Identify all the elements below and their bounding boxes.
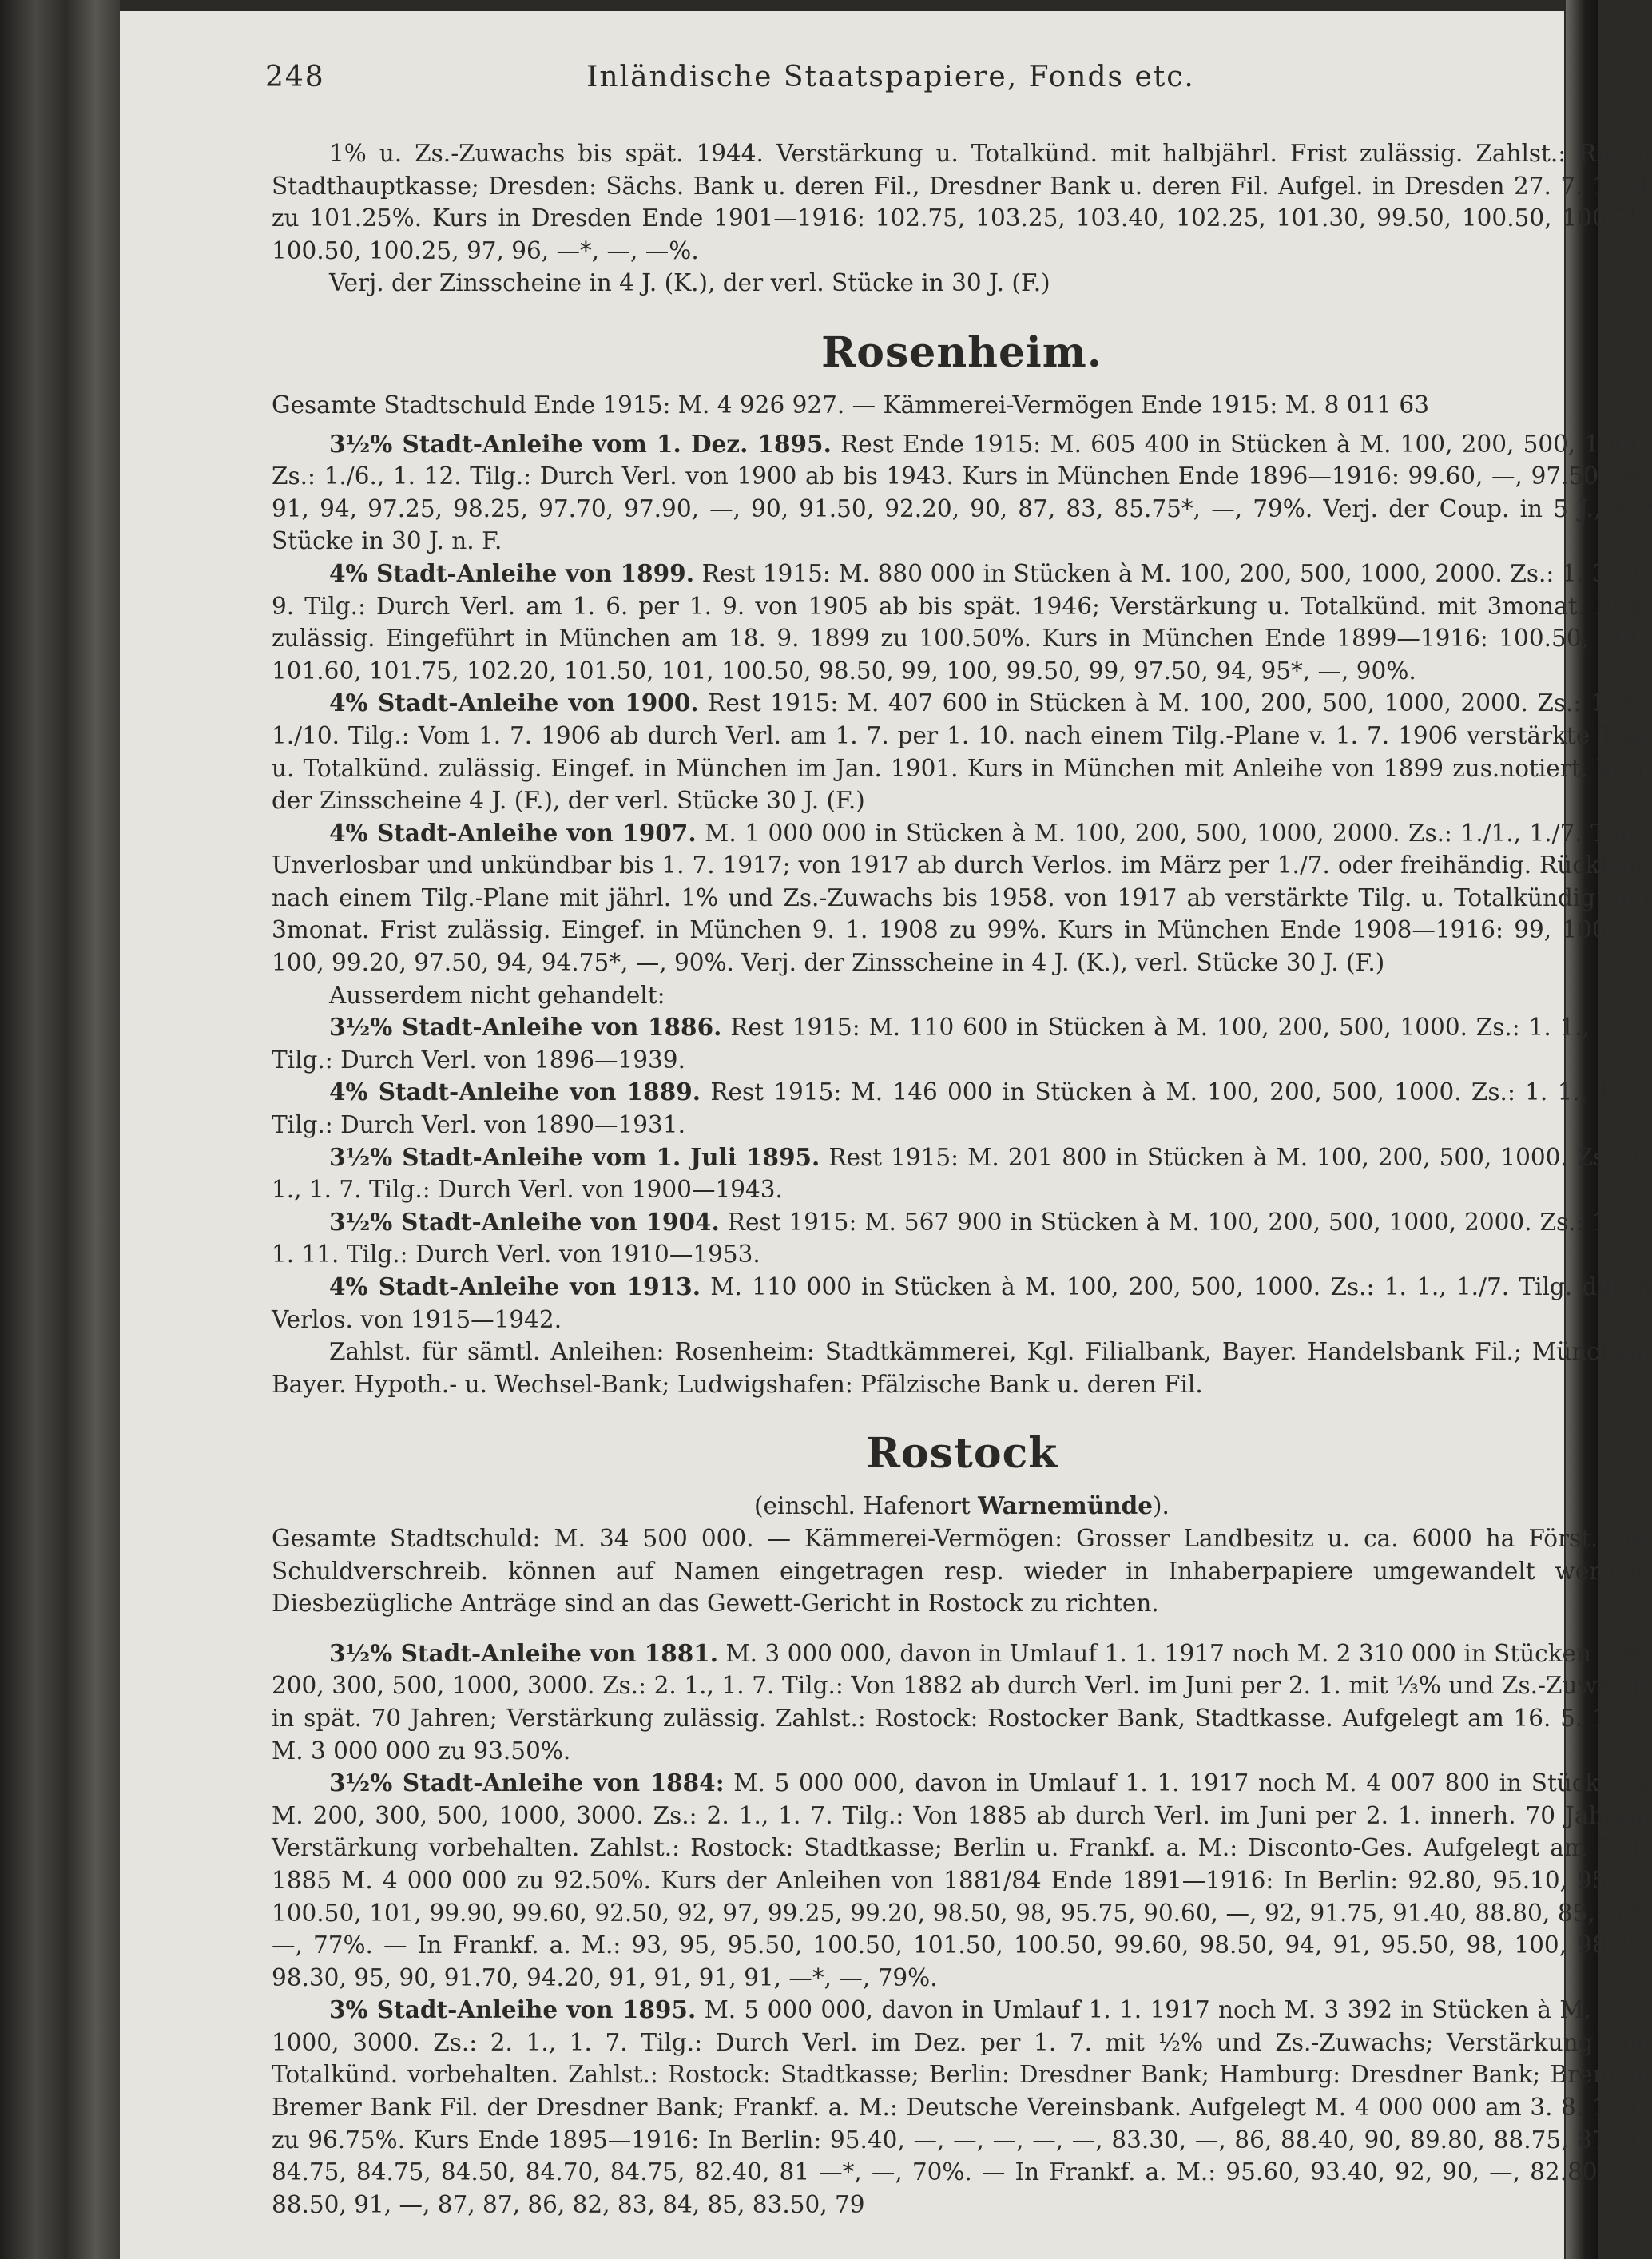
- loan-title: 4% Stadt-Anleihe von 1913.: [329, 1272, 701, 1300]
- loan-title: 4% Stadt-Anleihe von 1899.: [329, 558, 694, 587]
- loan-title: 4% Stadt-Anleihe von 1900.: [329, 689, 699, 717]
- section-title-rostock: Rostock: [865, 1429, 1058, 1479]
- loan-text: Rest 1915: M. 880 000 in Stücken à M. 100, 200, 500, 1000, 2000. Zs.: 1. 3., 1. 9. Tilg.: Durch Verl. am 1. 6. per 1. 9. von 1905 ab bis spät. 1946; Verstärkung u. Totalkünd. mit 3monat. Frist zulässig. Eingeführt in München am 18. 9. 1899 zu 100.50%. Kurs in München Ende 1899—1916: 100.50, 100, 101.60, 101.75, 102.20, 101.50, 101, 100.50, 98.50, 99, 100, 99.50, 99, 97.50, 94, 95*, —, 90%.: [272, 559, 1652, 685]
- loan-text: M. 5 000 000, davon in Umlauf 1. 1. 1917 noch M. 4 007 800 in Stücken à M. 200, 300, 500, 1000, 3000. Zs.: 2. 1., 1. 7. Tilg.: Von 1885 ab durch Verl. im Juni per 2. 1. innerh. 70 Jahren; Verstärkung vorbehalten. Zahlst.: Rostock: Stadtkasse; Berlin u. Frankf. a. M.: Disconto-Ges. Aufgelegt am 7. 1. 1885 M. 4 000 000 zu 92.50%. Kurs der Anleihen von 1881/84 Ende 1891—1916: In Berlin: 92.80, 95.10, 95.80, 100.50, 101, 99.90, 99.60, 92.50, 92, 97, 99.25, 99.20, 98.50, 98, 95.75, 90.60, —, 92, 91.75, 91.40, 88.80, 85, 86*, —, 77%. — In Frankf. a. M.: 93, 95, 95.50, 100.50, 101.50, 100.50, 99.60, 98.50, 94, 91, 95.50, 98, 100, 98.20, 98.30, 95, 90, 91.70, 94.20, 91, 91, 91, 91, —*, —, 79%.: [272, 1769, 1652, 1991]
- loan-entry: [272, 1638, 1652, 1767]
- minor-loan-entry: [272, 1271, 1652, 1336]
- loan-text: M. 5 000 000, davon in Umlauf 1. 1. 1917 noch M. 3 392 in Stücken à M. 500, 1000, 3000. Zs.: 2. 1., 1. 7. Tilg.: Durch Verl. im Dez. per 1. 7. mit ½% und Zs.-Zuwachs; Verstärkung und Totalkünd. vorbehalten. Zahlst.: Rostock: Stadtkasse; Berlin: Dresdner Bank; Hamburg: Dresdner Bank; Bremen: Bremer Bank Fil. der Dresdner Bank; Frankf. a. M.: Deutsche Vereinsbank. Aufgelegt M. 4 000 000 am 3. 8. 1895 zu 96.75%. Kurs Ende 1895—1916: In Berlin: 95.40, —, —, —, —, —, 83.30, —, 86, 88.40, 90, 89.80, 88.75, 87.30, 84.75, 84.75, 84.50, 84.70, 84.75, 82.40, 81 —*, —, 70%. — In Frankf. a. M.: 95.60, 93.40, 92, 90, —, 82.80, 87, 88.50, 91, —, 87, 87, 86, 82, 83, 84, 85, 83.50, 79: [272, 1996, 1652, 2218]
- rostock-summary: Gesamte Stadtschuld: M. 34 500 000. — Kämmerei-Vermögen: Grosser Landbesitz u. ca. 6000 ha Först. Die Schuldverschreib. können auf Namen eingetragen resp. wieder in Inhaberpapiere umgewandelt werden. Diesbezügliche Anträge sind an das Gewett-Gericht in Rostock zu richten.: [272, 1524, 1652, 1618]
- page-body: [272, 137, 1652, 2221]
- loan-title: 3½% Stadt-Anleihe von 1881.: [329, 1638, 719, 1667]
- loan-title: 4% Stadt-Anleihe von 1889.: [329, 1078, 701, 1106]
- loan-text: Rest 1915: M. 567 900 in Stücken à M. 100, 200, 500, 1000, 2000. Zs.: 1. 5., 1. 11. Tilg.: Durch Verl. von 1910—1953.: [272, 1208, 1652, 1268]
- loan-entry: [272, 428, 1652, 558]
- loan-title: 3½% Stadt-Anleihe von 1886.: [329, 1013, 722, 1042]
- loan-text: M. 3 000 000, davon in Umlauf 1. 1. 1917 noch M. 2 310 000 in Stücken à M. 200, 300, 500, 1000, 3000. Zs.: 2. 1., 1. 7. Tilg.: Von 1882 ab durch Verl. im Juni per 2. 1. mit ⅓% und Zs.-Zuwachs in spät. 70 Jahren; Verstärkung zulässig. Zahlst.: Rostock: Rostocker Bank, Stadtkasse. Aufgelegt am 16. 5. 1883 M. 3 000 000 zu 93.50%.: [272, 1639, 1652, 1765]
- loan-title: 3% Stadt-Anleihe von 1895.: [329, 1995, 697, 2024]
- loan-title: 3½% Stadt-Anleihe vom 1. Juli 1895.: [329, 1142, 820, 1171]
- minor-loan-entry: [272, 1206, 1652, 1271]
- loan-entry: [272, 817, 1652, 979]
- loan-title: 3½% Stadt-Anleihe von 1884:: [329, 1769, 725, 1797]
- rosenheim-summary: Gesamte Stadtschuld Ende 1915: M. 4 926 927. — Kämmerei-Vermögen Ende 1915: M. 8 011 63: [272, 391, 1429, 419]
- loan-title: 3½% Stadt-Anleihe von 1904.: [329, 1207, 720, 1236]
- minor-loan-entry: [272, 1076, 1652, 1141]
- loan-entry: [272, 558, 1652, 687]
- loan-text: Rest Ende 1915: M. 605 400 in Stücken à M. 100, 200, 500, 1000. Zs.: 1./6., 1. 12. Tilg.: Durch Verl. von 1900 ab bis 1943. Kurs in München Ende 1896—1916: 99.60, —, 97.50, 94, 91, 94, 97.25, 98.25, 97.70, 97.90, —, 90, 91.50, 92.20, 90, 87, 83, 85.75*, —, 79%. Verj. der Coup. in 5 J., der Stücke in 30 J. n. F.: [272, 430, 1652, 555]
- loan-text: M. 1 000 000 in Stücken à M. 100, 200, 500, 1000, 2000. Zs.: 1./1., 1./7. Tilg.: Unverlosbar und unkündbar bis 1. 7. 1917; von 1917 ab durch Verlos. im März per 1./7. oder freihändig. Rückkauf nach einem Tilg.-Plane mit jährl. 1% und Zs.-Zuwachs bis 1958. von 1917 ab verstärkte Tilg. u. Totalkündig. mit 3monat. Frist zulässig. Eingef. in München 9. 1. 1908 zu 99%. Kurs in München Ende 1908—1916: 99, 100.30, 100, 99.20, 97.50, 94, 94.75*, —, 90%. Verj. der Zinsscheine in 4 J. (K.), verl. Stücke 30 J. (F.): [272, 819, 1652, 977]
- loan-text: Rest 1915: M. 110 600 in Stücken à M. 100, 200, 500, 1000. Zs.: 1. 1., 1. 7. Tilg.: Durch Verl. von 1896—1939.: [272, 1014, 1652, 1074]
- carryover-paragraph: 1% u. Zs.-Zuwachs bis spät. 1944. Verstärkung u. Totalkünd. mit halbjährl. Frist zulässig. Zahlst.: Riesa: Stadthauptkasse; Dresden: Sächs. Bank u. deren Fil., Dresdner Bank u. deren Fil. Aufgel. in Dresden 27. 7. 1901 zu 101.25%. Kurs in Dresden Ende 1901—1916: 102.75, 103.25, 103.40, 102.25, 101.30, 99.50, 100.50, 100.75, 100.50, 100.25, 97, 96, —*, —, —%.: [272, 140, 1652, 264]
- minor-loan-entry: [272, 1141, 1652, 1206]
- book-page: [120, 11, 1652, 2259]
- loan-entry: [272, 1767, 1652, 1994]
- loan-title: 3½% Stadt-Anleihe vom 1. Dez. 1895.: [329, 429, 832, 458]
- loan-entry: [272, 687, 1652, 816]
- zahlstellen-note: Zahlst. für sämtl. Anleihen: Rosenheim: Stadtkämmerei, Kgl. Filialbank, Bayer. Handelsbank Fil.; München: Bayer. Hypoth.- u. Wechsel-Bank; Ludwigshafen: Pfälzische Bank u. deren Fil.: [272, 1338, 1652, 1398]
- running-head: Inländische Staatspapiere, Fonds etc.: [586, 61, 1195, 93]
- rostock-subtitle: (einschl. Hafenort Warnemünde).: [754, 1491, 1170, 1520]
- loan-entry: [272, 1994, 1652, 2221]
- book-spine: [0, 0, 120, 2259]
- page-header: [265, 61, 1516, 101]
- loan-text: Rest 1915: M. 201 800 in Stücken à M. 100, 200, 500, 1000. Zs.: 1. 1., 1. 7. Tilg.: Durch Verl. von 1900—1943.: [272, 1143, 1652, 1204]
- loan-text: Rest 1915: M. 407 600 in Stücken à M. 100, 200, 500, 1000, 2000. Zs.: 1. 4., 1./10. Tilg.: Vom 1. 7. 1906 ab durch Verl. am 1. 7. per 1. 10. nach einem Tilg.-Plane v. 1. 7. 1906 verstärkte Tilg. u. Totalkünd. zulässig. Eingef. in München im Jan. 1901. Kurs in München mit Anleihe von 1899 zus.notiert. Verj. der Zinsscheine 4 J. (F.), der verl. Stücke 30 J. (F.): [272, 689, 1652, 815]
- ausserdem-note: Ausserdem nicht gehandelt:: [329, 981, 665, 1009]
- loan-text: Rest 1915: M. 146 000 in Stücken à M. 100, 200, 500, 1000. Zs.: 1. 1., 1. 7. Tilg.: Durch Verl. von 1890—1931.: [272, 1078, 1652, 1139]
- carryover-verj: Verj. der Zinsscheine in 4 J. (K.), der verl. Stücke in 30 J. (F.): [329, 269, 1050, 297]
- loan-title: 4% Stadt-Anleihe von 1907.: [329, 818, 697, 847]
- loan-text: M. 110 000 in Stücken à M. 100, 200, 500, 1000. Zs.: 1. 1., 1./7. Tilg. durch Verlos. von 1915—1942.: [272, 1273, 1652, 1333]
- section-title-rosenheim: Rosenheim.: [821, 328, 1102, 377]
- page-number: 248: [265, 61, 325, 93]
- minor-loan-entry: [272, 1011, 1652, 1076]
